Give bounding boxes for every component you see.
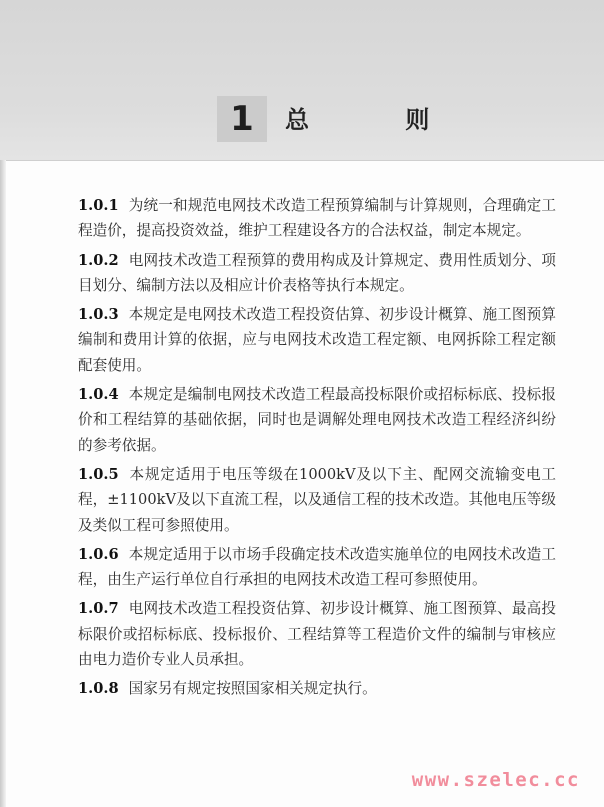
clause-number: 1.0.6 <box>78 545 119 563</box>
chapter-title: 总 则 <box>285 105 474 134</box>
clause-text: 本规定适用于电压等级在1000kV及以下主、配网交流输变电工程，±1100kV及以下直流工程，以及通信工程的技术改造。其他电压等级及类似工程可参照使用。 <box>78 465 556 534</box>
chapter-number-badge: 1 <box>217 96 267 142</box>
clause-text: 本规定是电网技术改造工程投资估算、初步设计概算、施工图预算编制和费用计算的依据，应与电网技术改造工程定额、电网拆除工程定额配套使用。 <box>78 306 556 374</box>
clause-number: 1.0.4 <box>78 386 119 404</box>
clause-number: 1.0.7 <box>78 600 119 618</box>
clause-text: 国家另有规定按照国家相关规定执行。 <box>128 680 377 698</box>
chapter-header-band <box>0 0 604 161</box>
clause-text: 为统一和规范电网技术改造工程预算编制与计算规则，合理确定工程造价，提高投资效益，维护工程建设各方的合法权益，制定本规定。 <box>78 197 556 240</box>
clause-1-0-5 <box>78 462 556 538</box>
clause-text: 电网技术改造工程预算的费用构成及计算规定、费用性质划分、项目划分、编制方法以及相应计价表格等执行本规定。 <box>78 251 556 294</box>
clause-1-0-6 <box>78 542 556 593</box>
clause-number: 1.0.2 <box>78 251 119 269</box>
clause-1-0-4 <box>78 382 556 458</box>
page-binding-shadow <box>0 160 6 807</box>
clause-1-0-8 <box>78 676 556 701</box>
clause-text: 本规定是编制电网技术改造工程最高投标限价或招标标底、投标报价和工程结算的基础依据，同时也是调解处理电网技术改造工程经济纠纷的参考依据。 <box>78 386 556 454</box>
site-watermark: www.szelec.cc <box>411 769 580 791</box>
clause-1-0-2 <box>78 248 556 299</box>
clause-1-0-7 <box>78 596 556 672</box>
clause-number: 1.0.8 <box>78 680 119 698</box>
clause-list <box>78 193 556 706</box>
clause-text: 电网技术改造工程投资估算、初步设计概算、施工图预算、最高投标限价或招标标底、投标报价、工程结算等工程造价文件的编制与审核应由电力造价专业人员承担。 <box>78 600 556 669</box>
clause-1-0-1 <box>78 193 556 244</box>
clause-number: 1.0.5 <box>78 465 119 483</box>
clause-1-0-3 <box>78 302 556 378</box>
clause-text: 本规定适用于以市场手段确定技术改造实施单位的电网技术改造工程，由生产运行单位自行承担的电网技术改造工程可参照使用。 <box>78 545 556 589</box>
clause-number: 1.0.1 <box>78 197 119 214</box>
clause-number: 1.0.3 <box>78 306 119 324</box>
